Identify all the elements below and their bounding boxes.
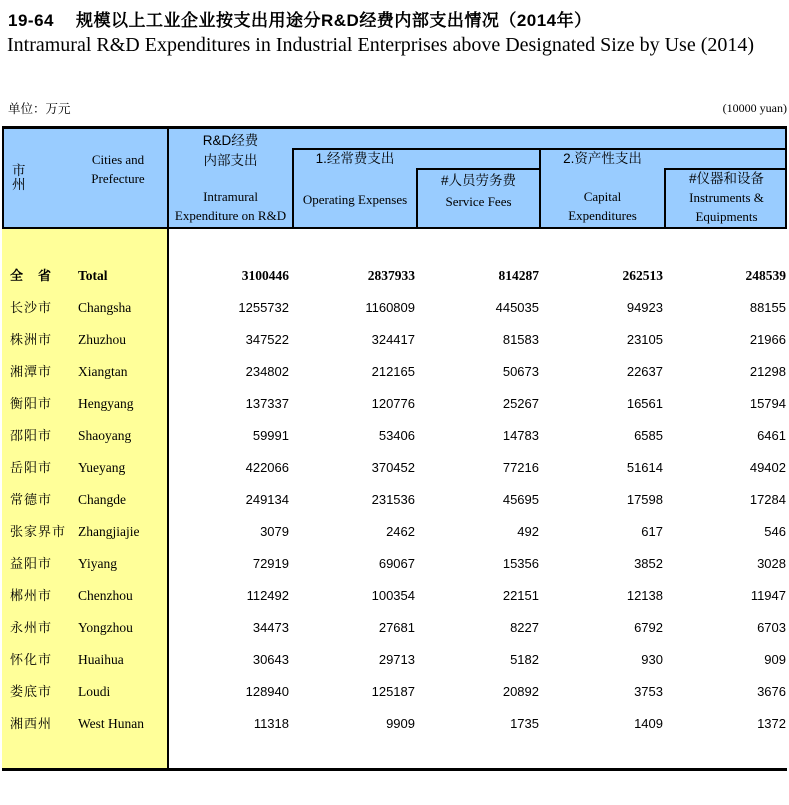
value-capital: 12138 [626, 588, 663, 603]
value-operating: 120776 [371, 396, 415, 411]
table-row [2, 452, 787, 484]
region-name-zh: 永州市 [10, 620, 53, 635]
value-service-fees: 445035 [495, 300, 539, 315]
value-intramural: 11318 [253, 716, 289, 731]
value-intramural: 72919 [252, 556, 289, 571]
value-intramural: 30643 [252, 652, 289, 667]
header-group-operating-zh: 1.经常费支出 [315, 151, 395, 166]
region-name-zh: 株洲市 [10, 332, 53, 347]
value-operating: 53406 [378, 428, 415, 443]
header-group-capital-zh: 2.资产性支出 [563, 151, 642, 166]
value-service-fees: 1735 [510, 716, 539, 731]
value-operating: 9909 [386, 716, 415, 731]
value-capital: 930 [641, 652, 663, 667]
region-name-en: Shaoyang [78, 428, 132, 443]
region-name-zh: 娄底市 [10, 684, 53, 699]
value-capital: 51614 [626, 460, 663, 475]
value-capital: 94923 [626, 300, 663, 315]
region-name-en: Total [78, 268, 108, 283]
table-bottom-border [2, 768, 787, 771]
region-name-en: Hengyang [78, 396, 134, 411]
region-name-zh: 张家界市 [10, 524, 67, 539]
header-capital-en-line1: Capital [583, 189, 622, 204]
header-rd-total-zh [169, 134, 292, 173]
value-instruments: 11947 [750, 588, 786, 603]
value-service-fees: 5182 [510, 652, 539, 667]
value-capital: 6792 [634, 620, 663, 635]
value-instruments: 909 [764, 652, 786, 667]
table-row [2, 324, 787, 356]
value-operating: 2462 [386, 524, 415, 539]
page-title-zh [8, 6, 592, 31]
header-left-border [2, 129, 4, 227]
value-service-fees: 25267 [502, 396, 539, 411]
value-instruments: 6703 [757, 620, 786, 635]
value-intramural: 59991 [252, 428, 289, 443]
value-service-fees: 8227 [510, 620, 539, 635]
value-instruments: 3028 [757, 556, 786, 571]
value-operating: 29713 [378, 652, 415, 667]
value-intramural: 234802 [245, 364, 289, 379]
header-rd-total-en-line2: Expenditure on R&D [174, 208, 287, 223]
value-service-fees: 77216 [502, 460, 539, 475]
header-capital-en [541, 190, 664, 228]
value-service-fees: 20892 [502, 684, 539, 699]
table-row [2, 484, 787, 516]
value-capital: 23105 [626, 332, 663, 347]
header-rd-total-en [169, 190, 292, 228]
instruments-top-border [664, 168, 787, 170]
table-row [2, 292, 787, 324]
region-name-en: Chenzhou [78, 588, 133, 603]
service-fees-top-border [416, 168, 541, 170]
header-instruments-en [666, 191, 787, 229]
table-row [2, 612, 787, 644]
table-row [2, 260, 787, 292]
header-capital-en-line2: Expenditures [568, 208, 637, 223]
region-name-zh: 长沙市 [10, 300, 53, 315]
header-region-en [68, 153, 168, 191]
page-title-en: Intramural R&D Expenditures in Industrial Enterprises above Designated Size by Use (2014) [7, 34, 755, 56]
value-operating: 212165 [371, 364, 415, 379]
value-service-fees: 45695 [502, 492, 539, 507]
value-capital: 3753 [634, 684, 663, 699]
value-capital: 617 [641, 524, 663, 539]
region-name-en: Loudi [78, 684, 111, 699]
value-capital: 16561 [626, 396, 663, 411]
value-instruments: 6461 [757, 428, 786, 443]
region-name-en: Xiangtan [78, 364, 128, 379]
value-service-fees: 50673 [502, 364, 539, 379]
value-capital: 3852 [634, 556, 663, 571]
region-name-zh: 邵阳市 [10, 428, 53, 443]
value-service-fees: 814287 [498, 268, 539, 283]
region-name-en: Zhangjiajie [78, 524, 140, 539]
region-name-en: Zhuzhou [78, 332, 126, 347]
value-operating: 100354 [371, 588, 415, 603]
table-top-border [2, 126, 787, 129]
value-instruments: 88155 [749, 300, 786, 315]
header-region-en-line1: Cities and [91, 152, 145, 167]
region-name-zh: 常德市 [10, 492, 53, 507]
value-capital: 22637 [626, 364, 663, 379]
value-operating: 69067 [378, 556, 415, 571]
value-intramural: 128940 [245, 684, 289, 699]
table-row [2, 580, 787, 612]
region-name-zh: 益阳市 [10, 556, 53, 571]
value-service-fees: 81583 [502, 332, 539, 347]
value-intramural: 137337 [245, 396, 289, 411]
header-rd-total-zh-line2: 内部支出 [203, 152, 258, 168]
title-zh-text: 规模以上工业企业按支出用途分R&D经费内部支出情况（2014年） [75, 11, 592, 30]
value-instruments: 546 [764, 524, 786, 539]
value-operating: 324417 [371, 332, 415, 347]
table-row [2, 548, 787, 580]
value-instruments: 21298 [749, 364, 786, 379]
value-operating: 2837933 [367, 268, 415, 283]
table-row [2, 420, 787, 452]
value-operating: 370452 [371, 460, 415, 475]
region-name-zh: 湘西州 [10, 716, 53, 731]
value-intramural: 3100446 [241, 268, 289, 283]
groups-top-border [292, 148, 787, 150]
unit-label-zh: 单位：万元 [8, 102, 71, 116]
region-name-en: Changde [78, 492, 126, 507]
header-service-en: Service Fees [445, 194, 512, 209]
header-operating-en: Operating Expenses [302, 192, 408, 207]
value-capital: 6585 [634, 428, 663, 443]
header-region-en-line2: Prefecture [91, 171, 145, 186]
unit-label-en: (10000 yuan) [722, 101, 787, 115]
table-row [2, 676, 787, 708]
value-instruments: 17284 [749, 492, 786, 507]
table-row [2, 708, 787, 740]
value-intramural: 1255732 [238, 300, 289, 315]
region-name-zh: 郴州市 [10, 588, 53, 603]
region-name-en: Yiyang [78, 556, 117, 571]
value-operating: 231536 [371, 492, 415, 507]
region-name-en: Huaihua [78, 652, 124, 667]
value-instruments: 21966 [749, 332, 786, 347]
table-number: 19-64 [8, 11, 54, 30]
value-operating: 27681 [378, 620, 415, 635]
value-service-fees: 14783 [502, 428, 539, 443]
value-intramural: 112492 [246, 588, 289, 603]
header-instruments-en-line1: Instruments & [689, 190, 764, 205]
region-name-zh: 岳阳市 [10, 460, 53, 475]
value-instruments: 3676 [757, 684, 786, 699]
value-intramural: 422066 [245, 460, 289, 475]
header-region-zh: 市 州 [12, 163, 51, 192]
value-capital: 1409 [634, 716, 663, 731]
value-instruments: 15794 [749, 396, 786, 411]
value-service-fees: 492 [517, 524, 539, 539]
value-instruments: 49402 [749, 460, 786, 475]
value-intramural: 249134 [245, 492, 289, 507]
value-instruments: 248539 [745, 268, 786, 283]
header-instruments-en-line2: Equipments [695, 209, 758, 224]
value-operating: 1160809 [365, 300, 415, 315]
value-capital: 262513 [622, 268, 663, 283]
value-instruments: 1372 [757, 716, 786, 731]
region-name-zh: 衡阳市 [10, 396, 53, 411]
value-operating: 125187 [371, 684, 415, 699]
table-row [2, 516, 787, 548]
header-instruments-zh: #仪器和设备 [688, 171, 764, 186]
value-intramural: 34473 [252, 620, 289, 635]
region-name-zh: 全 省 [10, 268, 53, 283]
table-row [2, 356, 787, 388]
value-service-fees: 15356 [502, 556, 539, 571]
region-name-en: Yueyang [78, 460, 126, 475]
value-intramural: 347522 [245, 332, 289, 347]
region-name-en: Yongzhou [78, 620, 133, 635]
region-name-en: Changsha [78, 300, 132, 315]
region-name-zh: 怀化市 [10, 652, 53, 667]
table-row [2, 388, 787, 420]
region-name-zh: 湘潭市 [10, 364, 53, 379]
header-rd-total-zh-line1: R&D经费 [202, 133, 259, 148]
table-row [2, 644, 787, 676]
value-intramural: 3079 [260, 524, 289, 539]
header-rd-total-en-line1: Intramural [203, 189, 258, 204]
table-body [2, 260, 787, 740]
value-capital: 17598 [626, 492, 663, 507]
value-service-fees: 22151 [502, 588, 539, 603]
region-name-en: West Hunan [78, 716, 145, 731]
header-service-zh: #人员劳务费 [440, 173, 516, 188]
